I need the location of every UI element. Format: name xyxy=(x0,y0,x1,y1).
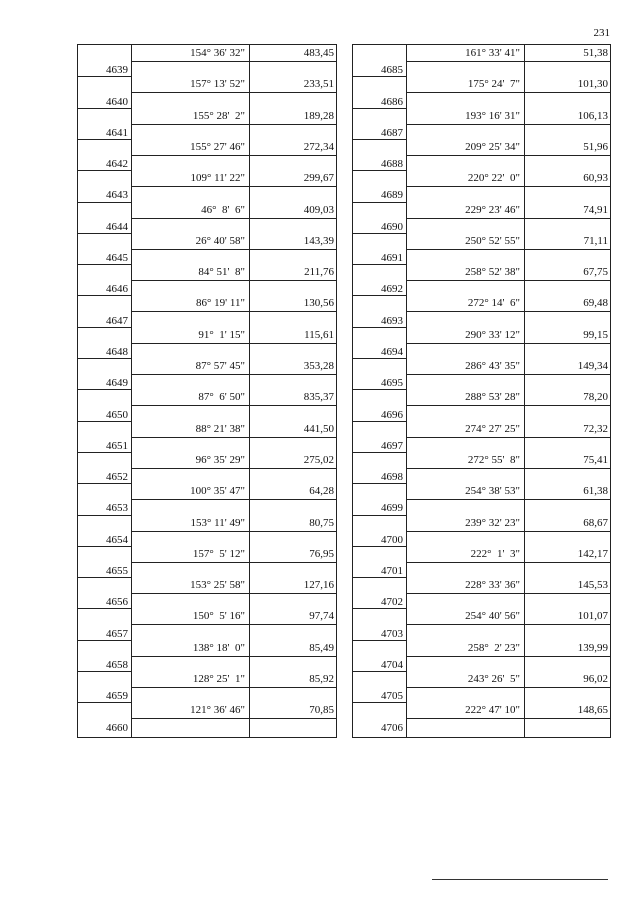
bearing-angle: 209° 25' 34" xyxy=(465,140,520,153)
distance-value: 75,41 xyxy=(583,453,608,466)
distance-value: 441,50 xyxy=(303,422,334,435)
distance-value: 211,76 xyxy=(304,266,334,279)
point-id-cell xyxy=(78,108,131,139)
value-underline xyxy=(131,186,336,187)
bearing-angle: 96° 35' 29" xyxy=(195,453,245,466)
bearing-angle: 254° 40' 56" xyxy=(465,610,520,623)
value-underline xyxy=(131,374,336,375)
bearing-angle: 86° 19' 11" xyxy=(196,297,245,310)
value-underline xyxy=(406,468,610,469)
bearing-angle: 258° 2' 23" xyxy=(467,641,520,654)
value-underline xyxy=(406,186,610,187)
point-id: 4655 xyxy=(106,565,128,578)
distance-value: 106,13 xyxy=(577,109,608,122)
point-id-cell xyxy=(353,640,406,671)
point-id: 4690 xyxy=(381,220,403,233)
distance-value: 72,32 xyxy=(583,422,608,435)
point-id-cell xyxy=(353,139,406,170)
point-id-cell xyxy=(353,515,406,546)
bearing-angle: 128° 25' 1" xyxy=(192,673,245,685)
bearing-angle: 254° 38' 53" xyxy=(465,485,520,498)
bearing-angle: 121° 36' 46" xyxy=(190,704,245,717)
point-id-cell xyxy=(78,45,131,76)
distance-value: 80,75 xyxy=(309,516,334,529)
point-id-cell xyxy=(78,358,131,389)
value-underline xyxy=(131,405,336,406)
value-underline xyxy=(406,562,610,563)
point-id-cell xyxy=(353,421,406,452)
bearing-angle: 153° 25' 58" xyxy=(190,579,245,592)
point-id-cell xyxy=(353,170,406,201)
point-id: 4702 xyxy=(381,596,403,609)
point-id-cell xyxy=(78,327,131,358)
page-number: 231 xyxy=(593,27,610,39)
value-underline xyxy=(406,218,610,219)
bearing-angle: 150° 5' 16" xyxy=(192,610,245,623)
point-id-cell xyxy=(78,233,131,264)
point-id-cell xyxy=(353,45,406,76)
value-underline xyxy=(131,343,336,344)
distance-value: 127,16 xyxy=(303,579,334,592)
point-id: 4647 xyxy=(106,314,128,327)
distance-value: 275,02 xyxy=(303,453,334,466)
point-id: 4644 xyxy=(106,220,128,233)
value-underline xyxy=(406,718,610,719)
value-underline xyxy=(406,124,610,125)
point-id: 4700 xyxy=(381,533,403,546)
bearing-angle: 100° 35' 47" xyxy=(190,485,245,498)
point-id: 4697 xyxy=(381,439,403,452)
distance-value: 71,11 xyxy=(583,234,608,247)
left-coordinate-table xyxy=(77,44,337,738)
bearing-angle: 229° 23' 46" xyxy=(465,203,520,216)
bearing-angle: 286° 43' 35" xyxy=(465,360,520,372)
point-id-cell xyxy=(353,264,406,295)
point-id: 4660 xyxy=(106,721,128,734)
point-id: 4651 xyxy=(106,439,128,452)
bearing-angle: 91° 1' 15" xyxy=(198,328,245,341)
distance-value: 149,34 xyxy=(577,360,608,372)
bearing-angle: 154° 36' 32" xyxy=(190,47,245,59)
point-id-cell xyxy=(78,608,131,639)
point-id: 4688 xyxy=(381,158,403,171)
point-id-cell xyxy=(353,389,406,420)
value-underline xyxy=(131,593,336,594)
point-id: 4643 xyxy=(106,189,128,202)
point-id: 4659 xyxy=(106,690,128,703)
bearing-angle: 153° 11' 49" xyxy=(190,516,245,529)
point-id-cell xyxy=(353,233,406,264)
value-underline xyxy=(406,437,610,438)
value-underline xyxy=(131,718,336,719)
bearing-angle: 26° 40' 58" xyxy=(195,234,245,247)
distance-value: 60,93 xyxy=(583,172,608,185)
value-underline xyxy=(406,593,610,594)
distance-value: 189,28 xyxy=(303,109,334,122)
point-id-cell xyxy=(353,202,406,233)
point-id-cell xyxy=(353,702,406,733)
bearing-angle: 109° 11' 22" xyxy=(190,172,245,185)
distance-value: 148,65 xyxy=(577,704,608,717)
point-id: 4658 xyxy=(106,658,128,671)
point-id-cell xyxy=(353,358,406,389)
bearing-angle: 239° 32' 23" xyxy=(465,516,520,529)
point-id: 4685 xyxy=(381,64,403,77)
value-underline xyxy=(406,61,610,62)
point-id: 4698 xyxy=(381,471,403,484)
value-underline xyxy=(131,687,336,688)
distance-value: 74,91 xyxy=(583,203,608,216)
value-underline xyxy=(406,280,610,281)
distance-value: 145,53 xyxy=(577,579,608,592)
bearing-angle: 157° 5' 12" xyxy=(192,547,245,560)
value-underline xyxy=(131,624,336,625)
point-id: 4639 xyxy=(106,64,128,77)
distance-value: 409,03 xyxy=(303,203,334,216)
distance-value: 272,34 xyxy=(303,140,334,153)
point-id-cell xyxy=(353,671,406,702)
value-underline xyxy=(406,531,610,532)
point-id: 4654 xyxy=(106,533,128,546)
point-id: 4645 xyxy=(106,252,128,265)
point-id-cell xyxy=(353,608,406,639)
point-id-cell xyxy=(353,295,406,326)
bearing-angle: 87° 57' 45" xyxy=(195,360,245,372)
point-id: 4650 xyxy=(106,408,128,421)
point-id: 4691 xyxy=(381,252,403,265)
distance-value: 835,37 xyxy=(303,391,334,404)
point-id: 4706 xyxy=(381,721,403,734)
point-id-cell xyxy=(353,452,406,483)
value-underline xyxy=(406,92,610,93)
point-id: 4694 xyxy=(381,345,403,358)
distance-value: 130,56 xyxy=(303,297,334,310)
value-underline xyxy=(406,624,610,625)
value-underline xyxy=(406,656,610,657)
bearing-angle: 290° 33' 12" xyxy=(465,328,520,341)
point-id-cell xyxy=(78,702,131,733)
bearing-angle: 272° 55' 8" xyxy=(467,453,520,466)
distance-value: 101,30 xyxy=(577,78,608,91)
bearing-angle: 87° 6' 50" xyxy=(198,391,245,404)
distance-value: 299,67 xyxy=(303,172,334,185)
bearing-angle: 157° 13' 52" xyxy=(190,78,245,91)
bearing-angle: 88° 21' 38" xyxy=(195,422,245,435)
bearing-angle: 250° 52' 55" xyxy=(465,234,520,247)
point-id-cell xyxy=(78,264,131,295)
distance-value: 70,85 xyxy=(309,704,334,717)
bearing-angle: 228° 33' 36" xyxy=(465,579,520,592)
distance-value: 142,17 xyxy=(577,547,608,560)
point-id-cell xyxy=(78,76,131,107)
point-id: 4648 xyxy=(106,345,128,358)
value-underline xyxy=(406,499,610,500)
bearing-angle: 258° 52' 38" xyxy=(465,266,520,279)
point-id-cell xyxy=(353,483,406,514)
value-underline xyxy=(406,405,610,406)
point-id: 4696 xyxy=(381,408,403,421)
point-id: 4703 xyxy=(381,627,403,640)
distance-value: 143,39 xyxy=(303,234,334,247)
bearing-angle: 222° 1' 3" xyxy=(470,547,520,560)
distance-value: 483,45 xyxy=(303,47,334,59)
bearing-angle: 155° 27' 46" xyxy=(190,140,245,153)
value-underline xyxy=(131,249,336,250)
point-id-cell xyxy=(353,577,406,608)
value-underline xyxy=(131,61,336,62)
point-id: 4692 xyxy=(381,283,403,296)
bearing-angle: 193° 16' 31" xyxy=(465,109,520,122)
value-underline xyxy=(131,437,336,438)
value-underline xyxy=(131,468,336,469)
distance-value: 139,99 xyxy=(577,641,608,654)
value-underline xyxy=(131,218,336,219)
distance-value: 96,02 xyxy=(583,673,608,685)
point-id-cell xyxy=(78,671,131,702)
value-underline xyxy=(131,656,336,657)
distance-value: 69,48 xyxy=(583,297,608,310)
point-id-cell xyxy=(78,515,131,546)
value-underline xyxy=(406,249,610,250)
point-id-cell xyxy=(353,108,406,139)
distance-value: 68,67 xyxy=(583,516,608,529)
point-id: 4693 xyxy=(381,314,403,327)
bearing-angle: 175° 24' 7" xyxy=(467,78,520,91)
point-id: 4699 xyxy=(381,502,403,515)
point-id-cell xyxy=(78,170,131,201)
distance-value: 78,20 xyxy=(583,391,608,404)
value-underline xyxy=(131,499,336,500)
right-coordinate-table xyxy=(352,44,611,738)
distance-value: 115,61 xyxy=(304,328,334,341)
point-id-cell xyxy=(78,640,131,671)
point-id-cell xyxy=(78,389,131,420)
point-id: 4646 xyxy=(106,283,128,296)
point-id-cell xyxy=(78,139,131,170)
bearing-angle: 288° 53' 28" xyxy=(465,391,520,404)
point-id: 4656 xyxy=(106,596,128,609)
value-underline xyxy=(406,374,610,375)
distance-value: 67,75 xyxy=(583,266,608,279)
point-id-cell xyxy=(78,421,131,452)
point-id: 4642 xyxy=(106,158,128,171)
value-underline xyxy=(131,92,336,93)
distance-value: 51,96 xyxy=(583,140,608,153)
point-id: 4649 xyxy=(106,377,128,390)
distance-value: 64,28 xyxy=(309,485,334,498)
point-id: 4640 xyxy=(106,95,128,108)
bearing-angle: 46° 8' 6" xyxy=(201,203,245,216)
bearing-angle: 272° 14' 6" xyxy=(467,297,520,310)
bearing-angle: 222° 47' 10" xyxy=(465,704,520,717)
value-underline xyxy=(406,687,610,688)
point-id-cell xyxy=(353,76,406,107)
bearing-angle: 274° 27' 25" xyxy=(465,422,520,435)
distance-value: 97,74 xyxy=(309,610,334,623)
point-id-cell xyxy=(78,483,131,514)
value-underline xyxy=(406,155,610,156)
bearing-angle: 220° 22' 0" xyxy=(467,172,520,185)
point-id-cell xyxy=(78,202,131,233)
footer-rule xyxy=(432,879,608,880)
value-underline xyxy=(131,155,336,156)
distance-value: 61,38 xyxy=(583,485,608,498)
value-underline xyxy=(131,311,336,312)
point-id: 4701 xyxy=(381,565,403,578)
point-id-cell xyxy=(78,577,131,608)
point-id-cell xyxy=(78,295,131,326)
value-underline xyxy=(131,280,336,281)
value-underline xyxy=(406,343,610,344)
value-underline xyxy=(131,562,336,563)
bearing-angle: 243° 26' 5" xyxy=(467,673,520,685)
bearing-angle: 161° 33' 41" xyxy=(465,47,520,59)
point-id: 4689 xyxy=(381,189,403,202)
point-id: 4641 xyxy=(106,126,128,139)
value-underline xyxy=(131,124,336,125)
distance-value: 99,15 xyxy=(583,328,608,341)
point-id-cell xyxy=(353,327,406,358)
point-id: 4686 xyxy=(381,95,403,108)
point-id: 4657 xyxy=(106,627,128,640)
point-id: 4652 xyxy=(106,471,128,484)
value-underline xyxy=(131,531,336,532)
distance-value: 76,95 xyxy=(309,547,334,560)
point-id-cell xyxy=(78,546,131,577)
distance-value: 85,92 xyxy=(309,673,334,685)
bearing-angle: 84° 51' 8" xyxy=(198,266,245,279)
value-underline xyxy=(406,311,610,312)
point-id: 4704 xyxy=(381,658,403,671)
point-id-cell xyxy=(353,546,406,577)
bearing-angle: 155° 28' 2" xyxy=(192,109,245,122)
distance-value: 233,51 xyxy=(303,78,334,91)
point-id: 4653 xyxy=(106,502,128,515)
distance-value: 353,28 xyxy=(303,360,334,372)
distance-value: 101,07 xyxy=(577,610,608,623)
distance-value: 51,38 xyxy=(583,47,608,59)
point-id: 4687 xyxy=(381,126,403,139)
bearing-angle: 138° 18' 0" xyxy=(192,641,245,654)
point-id-cell xyxy=(78,452,131,483)
distance-value: 85,49 xyxy=(309,641,334,654)
point-id: 4695 xyxy=(381,377,403,390)
point-id: 4705 xyxy=(381,690,403,703)
